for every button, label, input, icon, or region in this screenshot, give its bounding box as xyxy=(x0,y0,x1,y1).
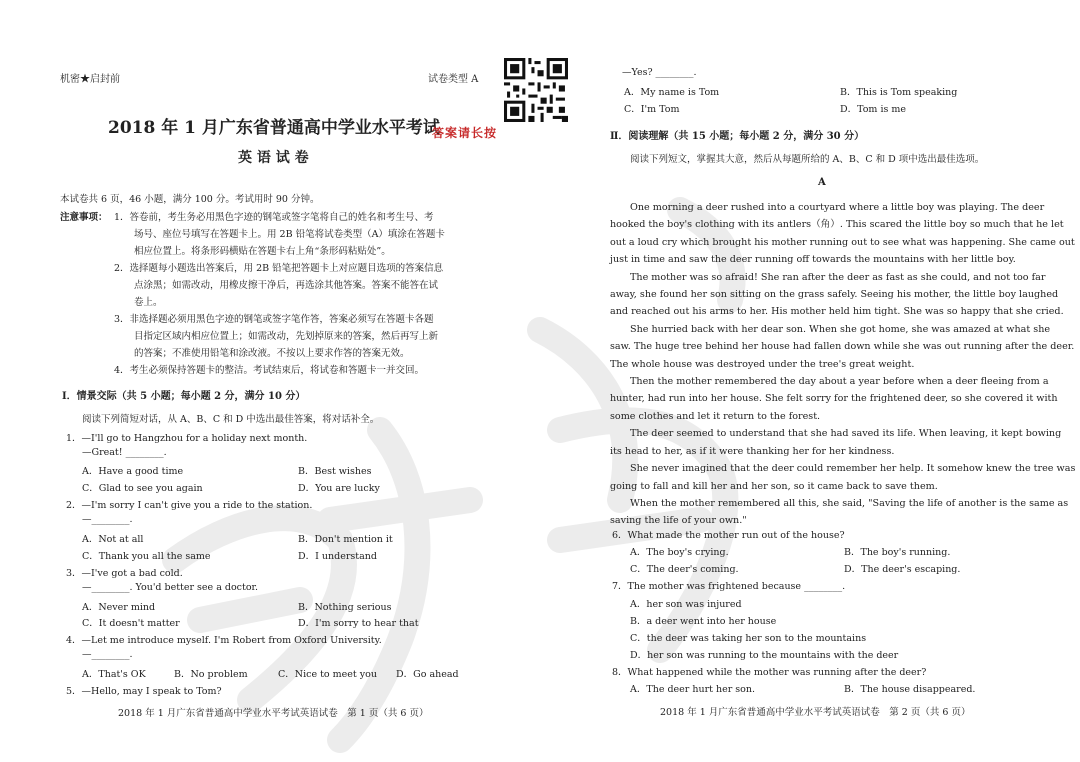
passage-line: saw. The huge tree behind her house had fallen down while she was out running after the deer. xyxy=(610,341,1075,353)
note-3-line-2: 目指定区域内相应位置上；如需改动，先划掉原来的答案，然后再写上新 xyxy=(134,331,439,342)
q3-option-a[interactable]: A．Never mind xyxy=(82,602,156,613)
q1-option-a[interactable]: A．Have a good time xyxy=(82,466,184,477)
passage-line: out a loud cry which brought his mother running out to see what was happening. She came out xyxy=(610,236,1075,248)
passage-line: saving the life of your own." xyxy=(610,515,747,527)
note-2-line-1: 2．选择题每小题选出答案后，用 2B 铅笔把答题卡上对应题目选项的答案信息 xyxy=(114,263,444,274)
passage-line: She never imagined that the deer could remember her help. It somehow knew the tree was xyxy=(630,463,1076,475)
q5-option-c[interactable]: C．I'm Tom xyxy=(624,104,680,115)
q7-option-d[interactable]: D．her son was running to the mountains with the deer xyxy=(630,650,899,661)
q4-stem: 4．—Let me introduce myself. I'm Robert from Oxford University. xyxy=(66,635,382,646)
passage-line: She hurried back with her dear son. When she got home, she was amazed at what she xyxy=(630,323,1051,335)
q6-option-b[interactable]: B．The boy's running. xyxy=(844,547,951,558)
q3-stem: 3．—I've got a bad cold. xyxy=(66,568,183,579)
q3-line-2: —________. You'd better see a doctor. xyxy=(82,582,259,593)
q6-option-a[interactable]: A．The boy's crying. xyxy=(630,547,729,558)
qr-code-icon[interactable] xyxy=(504,58,568,122)
note-2-line-2: 点涂黑；如需改动，用橡皮擦干净后，再选涂其他答案。答案不能答在试 xyxy=(134,280,439,291)
passage-line: The whole house was destroyed under the tree's great weight. xyxy=(610,358,915,370)
passage-a xyxy=(610,199,1076,530)
q8-option-a[interactable]: A．The deer hurt her son. xyxy=(630,684,755,695)
section-1-instructions: 阅读下列简短对话，从 A、B、C 和 D 中选出最佳答案，将对话补全。 xyxy=(82,414,380,425)
q2-option-a[interactable]: A．Not at all xyxy=(82,534,144,545)
q6-option-c[interactable]: C．The deer's coming. xyxy=(630,564,739,575)
q2-option-d[interactable]: D．I understand xyxy=(298,551,377,562)
q7-option-a[interactable]: A．her son was injured xyxy=(630,599,742,610)
q2-option-b[interactable]: B．Don't mention it xyxy=(298,534,393,545)
notes-label: 注意事项： xyxy=(60,212,108,223)
q5-line-2: —Yes? ________. xyxy=(622,67,697,78)
section-2-instructions: 阅读下列短文，掌握其大意，然后从每题所给的 A、B、C 和 D 项中选出最佳选项。 xyxy=(630,154,985,165)
note-1-line-3: 相应位置上。将条形码横贴在答题卡右上角“条形码粘贴处”。 xyxy=(134,246,391,257)
q2-stem: 2．—I'm sorry I can't give you a ride to the station. xyxy=(66,500,313,511)
note-2-line-3: 卷上。 xyxy=(134,297,163,308)
note-4-line-1: 4．考生必须保持答题卡的整洁。考试结束后，将试卷和答题卡一并交回。 xyxy=(114,365,425,376)
passage-line: going to fall and kill her and her son, so it came back to save them. xyxy=(610,480,938,492)
passage-line: One morning a deer rushed into a courtyard where a little boy was playing. The deer xyxy=(630,202,1045,213)
passage-line: some clothes and let it return to the forest. xyxy=(610,410,821,422)
passage-line: Then the mother remembered the day about a year before when a deer fleeing from a xyxy=(630,376,1049,388)
passage-line: and reached out his arms to her. His mother held him tight. She was so happy that she cried. xyxy=(610,306,1064,318)
q8-option-b[interactable]: B．The house disappeared. xyxy=(844,684,976,695)
q3-option-c[interactable]: C．It doesn't matter xyxy=(82,618,180,629)
q4-line-2: —________. xyxy=(82,649,133,660)
q4-option-a[interactable]: A．That's OK xyxy=(82,669,146,680)
section-2-title: Ⅱ．阅读理解（共 15 小题；每小题 2 分，满分 30 分） xyxy=(610,131,865,142)
confidential-label: 机密★启封前 xyxy=(60,74,120,85)
page-1 xyxy=(60,0,530,762)
note-1-line-2: 场号、座位号填写在答题卡上。用 2B 铅笔将试卷类型（A）填涂在答题卡 xyxy=(134,229,445,240)
passage-line: just in time and saw the deer running off towards the mountains with her little boy. xyxy=(610,254,1016,266)
q4-option-d[interactable]: D．Go ahead xyxy=(396,669,459,680)
q1-line-2: —Great! ________. xyxy=(82,447,167,458)
scan-answer-label: 答案请长按 xyxy=(432,126,498,140)
passage-label: A xyxy=(818,177,826,188)
note-1-line-1: 1．答卷前，考生务必用黑色字迹的钢笔或签字笔将自己的姓名和考生号、考 xyxy=(114,212,434,223)
page-2-footer: 2018 年 1 月广东省普通高中学业水平考试英语试卷 第 2 页（共 6 页） xyxy=(660,707,971,718)
paper-type-label: 试卷类型 A xyxy=(428,74,479,85)
q3-option-b[interactable]: B．Nothing serious xyxy=(298,602,392,613)
q5-stem: 5．—Hello, may I speak to Tom? xyxy=(66,686,222,697)
passage-line: hunter, had run into her house. She felt sorry for the frightened deer, so she covered it with xyxy=(610,393,1058,405)
q7-stem: 7．The mother was frightened because ________. xyxy=(612,581,846,592)
q2-line-2: —________. xyxy=(82,514,133,525)
note-3-line-1: 3．非选择题必须用黑色字迹的钢笔或签字笔作答，答案必须写在答题卡各题 xyxy=(114,314,434,325)
q1-stem: 1．—I'll go to Hangzhou for a holiday next month. xyxy=(66,433,308,444)
q8-stem: 8．What happened while the mother was running after the deer? xyxy=(612,667,927,678)
passage-line: The deer seemed to understand that she had saved its life. When leaving, it kept bowing xyxy=(630,428,1062,440)
q1-option-b[interactable]: B．Best wishes xyxy=(298,466,372,477)
note-3-line-3: 的答案；不准使用铅笔和涂改液。不按以上要求作答的答案无效。 xyxy=(134,348,410,359)
q4-option-c[interactable]: C．Nice to meet you xyxy=(278,669,377,680)
page-1-footer: 2018 年 1 月广东省普通高中学业水平考试英语试卷 第 1 页（共 6 页） xyxy=(118,708,429,719)
q1-option-c[interactable]: C．Glad to see you again xyxy=(82,483,203,494)
exam-title: 2018 年 1 月广东省普通高中学业水平考试 xyxy=(108,118,440,138)
q1-option-d[interactable]: D．You are lucky xyxy=(298,483,380,494)
page-2 xyxy=(608,0,1076,762)
q5-option-b[interactable]: B．This is Tom speaking xyxy=(840,87,958,98)
exam-intro: 本试卷共 6 页，46 小题，满分 100 分。考试用时 90 分钟。 xyxy=(60,194,320,205)
q5-option-d[interactable]: D．Tom is me xyxy=(840,104,907,115)
passage-line: its head to her, as if it were thanking her for her kindness. xyxy=(610,445,895,457)
exam-subtitle: 英 语 试 卷 xyxy=(238,150,309,166)
passage-line: The mother was so afraid! She ran after the deer as fast as she could, and not too far xyxy=(630,271,1046,283)
q6-stem: 6．What made the mother run out of the house? xyxy=(612,530,845,541)
q7-option-b[interactable]: B．a deer went into her house xyxy=(630,616,777,627)
q7-option-c[interactable]: C．the deer was taking her son to the mountains xyxy=(630,633,867,644)
q4-option-b[interactable]: B．No problem xyxy=(174,669,248,680)
q3-option-d[interactable]: D．I'm sorry to hear that xyxy=(298,618,419,629)
q5-option-a[interactable]: A．My name is Tom xyxy=(624,87,720,98)
passage-line: away, she found her son sitting on the grass safely. Seeing his mother, the little boy laughed xyxy=(610,289,1059,301)
section-1-title: Ⅰ．情景交际（共 5 小题；每小题 2 分，满分 10 分） xyxy=(62,391,306,402)
q6-option-d[interactable]: D．The deer's escaping. xyxy=(844,564,961,575)
passage-line: hooked the boy's clothing with its antlers（角）. This scared the little boy so much that he let xyxy=(610,219,1064,231)
q2-option-c[interactable]: C．Thank you all the same xyxy=(82,551,211,562)
passage-line: When the mother remembered all this, she said, "Saving the life of another is the same as xyxy=(630,497,1069,509)
